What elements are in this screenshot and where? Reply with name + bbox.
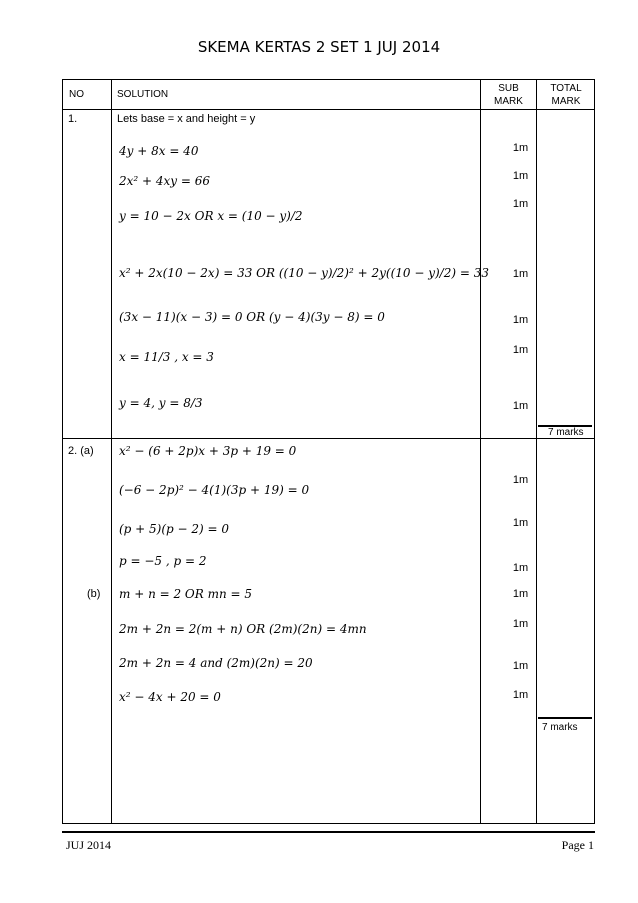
sub-mark: 1m: [512, 142, 529, 154]
sub-mark: 1m: [512, 562, 529, 574]
column-divider: [536, 80, 537, 823]
sub-mark: 1m: [512, 314, 529, 326]
total-marks: 7 marks: [548, 427, 584, 438]
column-divider: [111, 80, 112, 823]
sub-mark: 1m: [512, 660, 529, 672]
solution-line: x² − 4x + 20 = 0: [119, 690, 221, 704]
marking-scheme-table: [62, 79, 595, 824]
solution-line: 2x² + 4xy = 66: [119, 174, 211, 188]
footer-left: JUJ 2014: [66, 838, 112, 852]
solution-line: y = 4, y = 8/3: [119, 396, 203, 410]
solution-line: x = 11/3 , x = 3: [119, 350, 214, 364]
solution-intro: Lets base = x and height = y: [117, 113, 256, 125]
solution-line: x² + 2x(10 − 2x) = 33 OR ((10 − y)/2)² + 2y((10 − y)/2) = 33: [119, 266, 489, 280]
column-divider: [480, 80, 481, 823]
sub-mark: 1m: [512, 689, 529, 701]
sub-mark: 1m: [512, 268, 529, 280]
solution-line: m + n = 2 OR mn = 5: [119, 587, 253, 601]
question-number: 1.: [68, 113, 78, 125]
question-part-label: (b): [87, 588, 101, 600]
solution-line: 2m + 2n = 2(m + n) OR (2m)(2n) = 4mn: [119, 622, 367, 636]
solution-line: x² − (6 + 2p)x + 3p + 19 = 0: [119, 444, 297, 458]
solution-line: (−6 − 2p)² − 4(1)(3p + 19) = 0: [119, 483, 310, 497]
solution-line: 2m + 2n = 4 and (2m)(2n) = 20: [119, 656, 313, 670]
column-header-sub-mark: SUB MARK: [494, 83, 523, 107]
sub-mark: 1m: [512, 400, 529, 412]
page-title: SKEMA KERTAS 2 SET 1 JUJ 2014: [197, 38, 441, 56]
total-underline: [538, 717, 592, 719]
footer-rule: [62, 831, 595, 833]
sub-mark: 1m: [512, 170, 529, 182]
sub-mark: 1m: [512, 517, 529, 529]
row-divider: [63, 438, 594, 439]
column-header-solution: SOLUTION: [117, 89, 169, 100]
total-marks: 7 marks: [542, 722, 578, 733]
solution-line: p = −5 , p = 2: [119, 554, 207, 568]
solution-line: (3x − 11)(x − 3) = 0 OR (y − 4)(3y − 8) = 0: [119, 310, 385, 324]
solution-line: y = 10 − 2x OR x = (10 − y)/2: [119, 209, 303, 223]
sub-mark: 1m: [512, 588, 529, 600]
header-row-divider: [63, 109, 594, 110]
sub-mark: 1m: [512, 618, 529, 630]
question-number: 2. (a): [68, 445, 94, 457]
sub-mark: 1m: [512, 344, 529, 356]
solution-line: (p + 5)(p − 2) = 0: [119, 522, 230, 536]
column-header-total-mark: TOTAL MARK: [550, 83, 582, 107]
column-header-no: NO: [69, 89, 84, 100]
solution-line: 4y + 8x = 40: [119, 144, 199, 158]
sub-mark: 1m: [512, 198, 529, 210]
page-number: Page 1: [561, 838, 594, 852]
sub-mark: 1m: [512, 474, 529, 486]
